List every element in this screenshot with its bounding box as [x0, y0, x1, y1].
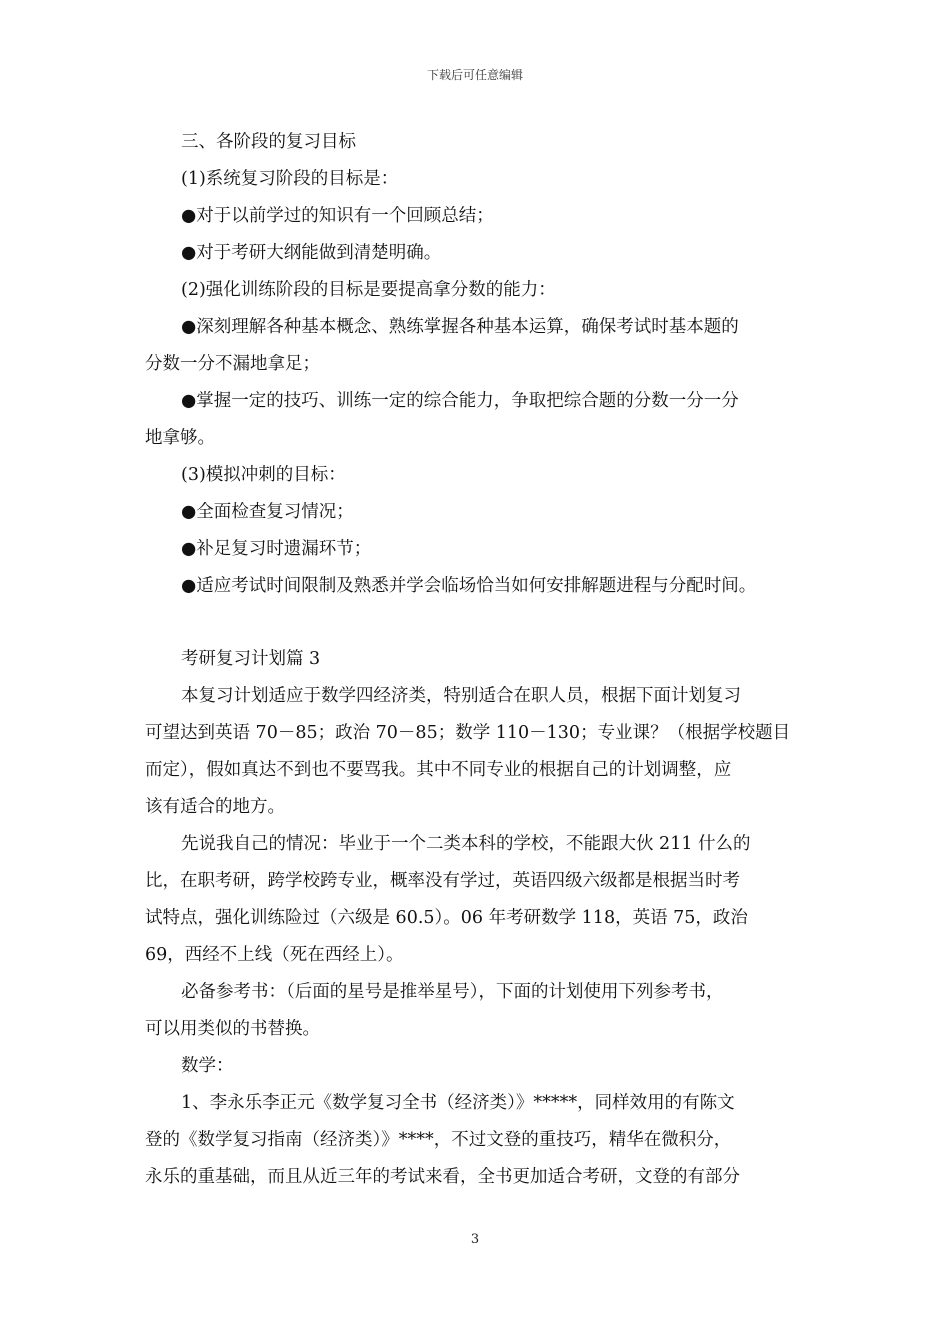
paragraph-line: 69，西经不上线（死在西经上）。 [145, 945, 404, 965]
paragraph-line: 先说我自己的情况：毕业于一个二类本科的学校，不能跟大伙 211 什么的 [181, 834, 751, 854]
bullet-line: ●掌握一定的技巧、训练一定的综合能力，争取把综合题的分数一分一分 [181, 391, 739, 411]
paragraph-line: (2)强化训练阶段的目标是要提高拿分数的能力： [181, 280, 556, 300]
paragraph-line: 永乐的重基础，而且从近三年的考试来看，全书更加适合考研，文登的有部分 [145, 1167, 740, 1187]
paragraph-line: 可以用类似的书替换。 [145, 1019, 320, 1039]
bullet-line: ●全面检查复习情况； [181, 502, 354, 522]
paragraph-line: 登的《数学复习指南（经济类）》****，不过文登的重技巧，精华在微积分， [145, 1130, 732, 1150]
page-header: 下载后可任意编辑 [426, 68, 523, 82]
paragraph-line: 必备参考书：（后面的星号是推举星号），下面的计划使用下列参考书， [181, 982, 724, 1002]
paragraph-line: 1、李永乐李正元《数学复习全书（经济类）》*****，同样效用的有陈文 [181, 1093, 735, 1113]
paragraph-line: 比，在职考研，跨学校跨专业，概率没有学过，英语四级六级都是根据当时考 [145, 871, 740, 891]
paragraph-line: 本复习计划适应于数学四经济类，特别适合在职人员，根据下面计划复习 [181, 686, 741, 706]
bullet-line: ●深刻理解各种基本概念、熟练掌握各种基本运算，确保考试时基本题的 [181, 317, 739, 337]
bullet-line: ●对于考研大纲能做到清楚明确。 [181, 243, 442, 263]
article-title: 考研复习计划篇 3 [181, 649, 321, 669]
subheading: 数学： [181, 1056, 234, 1076]
bullet-line: ●对于以前学过的知识有一个回顾总结； [181, 206, 494, 226]
bullet-line: ●适应考试时间限制及熟悉并学会临场恰当如何安排解题进程与分配时间。 [181, 576, 757, 596]
paragraph-line: 而定），假如真达不到也不要骂我。其中不同专业的根据自己的计划调整，应 [145, 760, 732, 780]
paragraph-line: 该有适合的地方。 [145, 797, 285, 817]
bullet-continuation-line: 分数一分不漏地拿足； [145, 354, 320, 374]
section-gap [145, 605, 825, 641]
section-heading: 三、各阶段的复习目标 [181, 132, 356, 152]
bullet-line: ●补足复习时遗漏环节； [181, 539, 372, 559]
paragraph-line: (3)模拟冲刺的目标： [181, 465, 346, 485]
page-number: 3 [470, 1232, 480, 1247]
document-body [145, 124, 825, 1196]
paragraph-line: 试特点，强化训练险过（六级是 60.5）。06 年考研数学 118，英语 75，政治 [145, 908, 748, 928]
paragraph-line: (1)系统复习阶段的目标是： [181, 169, 399, 189]
paragraph-line: 可望达到英语 70－85；政治 70－85；数学 110－130；专业课？（根据学校题目 [145, 723, 791, 743]
bullet-continuation-line: 地拿够。 [145, 428, 215, 448]
